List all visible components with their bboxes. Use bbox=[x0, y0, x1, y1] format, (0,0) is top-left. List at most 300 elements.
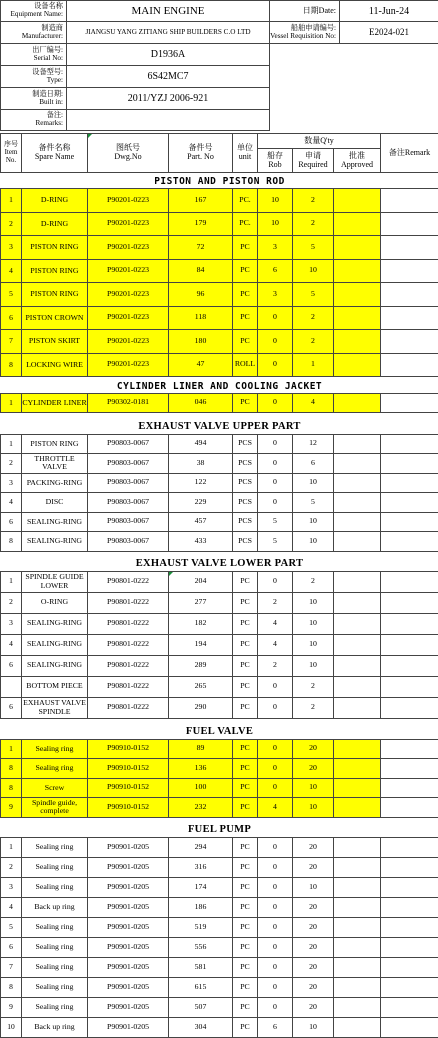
item-no: 4 bbox=[1, 897, 22, 917]
approved-qty bbox=[334, 454, 381, 474]
part-no: 38 bbox=[169, 454, 233, 474]
unit: PC bbox=[233, 877, 258, 897]
spare-name: PISTON RING bbox=[22, 434, 88, 454]
section-header bbox=[1, 817, 438, 837]
dwg-no: P90801-0222 bbox=[88, 655, 169, 676]
spare-name: Sealing ring bbox=[22, 877, 88, 897]
unit: PC bbox=[233, 676, 258, 697]
unit: PC bbox=[233, 957, 258, 977]
unit: PC bbox=[233, 236, 258, 260]
spare-name: Sealing ring bbox=[22, 739, 88, 759]
dwg-no: P90801-0222 bbox=[88, 634, 169, 655]
spare-name: Sealing ring bbox=[22, 857, 88, 877]
header-table bbox=[0, 0, 438, 131]
part-no: 457 bbox=[169, 512, 233, 532]
approved-qty bbox=[334, 837, 381, 857]
col-unit: 单位 unit bbox=[233, 134, 258, 173]
spare-name: SEALING-RING bbox=[22, 613, 88, 634]
remark bbox=[381, 306, 438, 330]
rob-qty: 0 bbox=[258, 739, 293, 759]
approved-qty bbox=[334, 676, 381, 697]
rob-qty: 3 bbox=[258, 283, 293, 307]
spare-name: SEALING-RING bbox=[22, 532, 88, 552]
remark bbox=[381, 236, 438, 260]
part-no: 89 bbox=[169, 739, 233, 759]
unit: PC. bbox=[233, 212, 258, 236]
approved-qty bbox=[334, 613, 381, 634]
required-qty: 2 bbox=[293, 571, 334, 592]
rob-qty: 0 bbox=[258, 937, 293, 957]
approved-qty bbox=[334, 778, 381, 798]
remark bbox=[381, 759, 438, 779]
unit: PC bbox=[233, 571, 258, 592]
col-spare-name: 备件名称 Spare Name bbox=[22, 134, 88, 173]
approved-qty bbox=[334, 512, 381, 532]
required-qty: 5 bbox=[293, 493, 334, 513]
rob-qty: 0 bbox=[258, 857, 293, 877]
rob-qty: 6 bbox=[258, 1017, 293, 1037]
item-no: 9 bbox=[1, 997, 22, 1017]
item-no: 7 bbox=[1, 330, 22, 354]
item-no: 3 bbox=[1, 236, 22, 260]
table-row bbox=[1, 997, 438, 1017]
item-no: 4 bbox=[1, 634, 22, 655]
required-qty: 10 bbox=[293, 634, 334, 655]
remark bbox=[381, 512, 438, 532]
spare-name: Sealing ring bbox=[22, 937, 88, 957]
table-row bbox=[1, 592, 438, 613]
table-row bbox=[1, 877, 438, 897]
part-no: 204 bbox=[169, 571, 233, 592]
part-no: 179 bbox=[169, 212, 233, 236]
required-qty: 10 bbox=[293, 473, 334, 493]
rob-qty: 10 bbox=[258, 189, 293, 213]
dwg-no: P90801-0222 bbox=[88, 592, 169, 613]
remark bbox=[381, 917, 438, 937]
remark bbox=[381, 189, 438, 213]
rob-qty: 4 bbox=[258, 798, 293, 818]
remark bbox=[381, 353, 438, 377]
dwg-no: P90901-0205 bbox=[88, 1017, 169, 1037]
remark bbox=[381, 837, 438, 857]
item-no: 8 bbox=[1, 759, 22, 779]
remark bbox=[381, 877, 438, 897]
spare-name: Screw bbox=[22, 778, 88, 798]
part-no: 100 bbox=[169, 778, 233, 798]
table-row bbox=[1, 493, 438, 513]
spare-name: PACKING-RING bbox=[22, 473, 88, 493]
table-row bbox=[1, 897, 438, 917]
remark bbox=[381, 592, 438, 613]
required-qty: 20 bbox=[293, 977, 334, 997]
item-no: 5 bbox=[1, 917, 22, 937]
rob-qty: 0 bbox=[258, 897, 293, 917]
rob-qty: 0 bbox=[258, 917, 293, 937]
unit: PC bbox=[233, 917, 258, 937]
approved-qty bbox=[334, 697, 381, 718]
spare-name: Back up ring bbox=[22, 1017, 88, 1037]
built-value: 2011/YZJ 2006-921 bbox=[67, 88, 270, 110]
vessel-requisition-value: E2024-021 bbox=[340, 22, 438, 44]
dwg-no: P90201-0223 bbox=[88, 259, 169, 283]
remark bbox=[381, 655, 438, 676]
spare-name: THROTTLE VALVE bbox=[22, 454, 88, 474]
item-no: 2 bbox=[1, 212, 22, 236]
approved-qty bbox=[334, 306, 381, 330]
unit: PCS bbox=[233, 493, 258, 513]
item-no: 2 bbox=[1, 592, 22, 613]
section-header bbox=[1, 412, 438, 434]
rob-qty: 0 bbox=[258, 330, 293, 354]
dwg-no: P90803-0067 bbox=[88, 493, 169, 513]
required-qty: 20 bbox=[293, 957, 334, 977]
approved-qty bbox=[334, 353, 381, 377]
built-label: 制造日期: Built in: bbox=[1, 88, 67, 110]
dwg-no: P90801-0222 bbox=[88, 676, 169, 697]
dwg-no: P90910-0152 bbox=[88, 798, 169, 818]
approved-qty bbox=[334, 739, 381, 759]
part-no: 556 bbox=[169, 937, 233, 957]
required-qty: 20 bbox=[293, 897, 334, 917]
rob-qty: 0 bbox=[258, 306, 293, 330]
remark bbox=[381, 937, 438, 957]
table-row bbox=[1, 353, 438, 377]
unit: PC bbox=[233, 592, 258, 613]
unit: PCS bbox=[233, 473, 258, 493]
approved-qty bbox=[334, 330, 381, 354]
table-row bbox=[1, 1017, 438, 1037]
remarks-label: 备注: Remarks: bbox=[1, 110, 67, 131]
spare-name: PISTON CROWN bbox=[22, 306, 88, 330]
rob-qty: 0 bbox=[258, 676, 293, 697]
dwg-no: P90901-0205 bbox=[88, 957, 169, 977]
remark bbox=[381, 493, 438, 513]
item-no: 5 bbox=[1, 283, 22, 307]
table-row bbox=[1, 977, 438, 997]
part-no: 182 bbox=[169, 613, 233, 634]
spare-name: D-RING bbox=[22, 212, 88, 236]
dwg-no: P90201-0223 bbox=[88, 189, 169, 213]
part-no: 118 bbox=[169, 306, 233, 330]
table-row bbox=[1, 957, 438, 977]
spare-name: PISTON SKIRT bbox=[22, 330, 88, 354]
required-qty: 10 bbox=[293, 613, 334, 634]
unit: PC bbox=[233, 283, 258, 307]
spare-name: Back up ring bbox=[22, 897, 88, 917]
item-no: 3 bbox=[1, 473, 22, 493]
section-title: PISTON AND PISTON ROD bbox=[1, 173, 438, 189]
unit: PC bbox=[233, 857, 258, 877]
table-row bbox=[1, 454, 438, 474]
rob-qty: 0 bbox=[258, 454, 293, 474]
rob-qty: 0 bbox=[258, 877, 293, 897]
rob-qty: 4 bbox=[258, 634, 293, 655]
item-no: 6 bbox=[1, 655, 22, 676]
required-qty: 20 bbox=[293, 837, 334, 857]
required-qty: 20 bbox=[293, 857, 334, 877]
approved-qty bbox=[334, 236, 381, 260]
approved-qty bbox=[334, 897, 381, 917]
part-no: 136 bbox=[169, 759, 233, 779]
date-value: 11-Jun-24 bbox=[340, 1, 438, 22]
required-qty: 20 bbox=[293, 997, 334, 1017]
spare-name: PISTON RING bbox=[22, 236, 88, 260]
remark bbox=[381, 1017, 438, 1037]
spare-name: SEALING-RING bbox=[22, 634, 88, 655]
section-title: FUEL VALVE bbox=[1, 718, 438, 739]
part-no: 47 bbox=[169, 353, 233, 377]
item-no: 8 bbox=[1, 778, 22, 798]
manufacturer-value: JIANGSU YANG ZITIANG SHIP BUILDERS C.O LTD bbox=[67, 22, 270, 44]
dwg-no: P90901-0205 bbox=[88, 897, 169, 917]
spare-name: Spindle guide, complete bbox=[22, 798, 88, 818]
table-row bbox=[1, 798, 438, 818]
approved-qty bbox=[334, 997, 381, 1017]
part-no: 316 bbox=[169, 857, 233, 877]
required-qty: 10 bbox=[293, 1017, 334, 1037]
approved-qty bbox=[334, 937, 381, 957]
table-row bbox=[1, 613, 438, 634]
item-no: 4 bbox=[1, 259, 22, 283]
col-qty: 数量Q'ty bbox=[258, 134, 381, 149]
unit: PC bbox=[233, 759, 258, 779]
part-no: 615 bbox=[169, 977, 233, 997]
remark bbox=[381, 212, 438, 236]
rob-qty: 3 bbox=[258, 236, 293, 260]
required-qty: 10 bbox=[293, 877, 334, 897]
rob-qty: 0 bbox=[258, 473, 293, 493]
part-no: 229 bbox=[169, 493, 233, 513]
remark bbox=[381, 613, 438, 634]
remark bbox=[381, 394, 438, 413]
section-title: CYLINDER LINER AND COOLING JACKET bbox=[1, 377, 438, 394]
required-qty: 10 bbox=[293, 778, 334, 798]
rob-qty: 0 bbox=[258, 778, 293, 798]
dwg-no: P90901-0205 bbox=[88, 837, 169, 857]
part-no: 289 bbox=[169, 655, 233, 676]
dwg-no: P90901-0205 bbox=[88, 997, 169, 1017]
table-row bbox=[1, 212, 438, 236]
unit: PC bbox=[233, 259, 258, 283]
item-no: 9 bbox=[1, 798, 22, 818]
spare-name: DISC bbox=[22, 493, 88, 513]
part-no: 581 bbox=[169, 957, 233, 977]
spare-name: PISTON RING bbox=[22, 283, 88, 307]
part-no: 186 bbox=[169, 897, 233, 917]
table-row bbox=[1, 259, 438, 283]
rob-qty: 4 bbox=[258, 613, 293, 634]
equipment-name-value: MAIN ENGINE bbox=[67, 1, 270, 22]
remark bbox=[381, 283, 438, 307]
approved-qty bbox=[334, 283, 381, 307]
item-no: 8 bbox=[1, 353, 22, 377]
dwg-no: P90201-0223 bbox=[88, 306, 169, 330]
spare-name: D-RING bbox=[22, 189, 88, 213]
required-qty: 2 bbox=[293, 306, 334, 330]
required-qty: 12 bbox=[293, 434, 334, 454]
dwg-no: P90201-0223 bbox=[88, 212, 169, 236]
table-row bbox=[1, 857, 438, 877]
vessel-requisition-label: 船舶申请编号: Vessel Requisition No: bbox=[270, 22, 340, 44]
required-qty: 5 bbox=[293, 236, 334, 260]
part-no: 96 bbox=[169, 283, 233, 307]
item-no: 6 bbox=[1, 512, 22, 532]
unit: PC bbox=[233, 655, 258, 676]
col-remark: 备注Remark bbox=[381, 134, 438, 173]
table-row bbox=[1, 837, 438, 857]
remark bbox=[381, 897, 438, 917]
rob-qty: 0 bbox=[258, 493, 293, 513]
date-label: 日期Date: bbox=[270, 1, 340, 22]
remark bbox=[381, 739, 438, 759]
rob-qty: 2 bbox=[258, 592, 293, 613]
dwg-no: P90901-0205 bbox=[88, 937, 169, 957]
type-value: 6S42MC7 bbox=[67, 66, 270, 88]
approved-qty bbox=[334, 977, 381, 997]
spare-name: PISTON RING bbox=[22, 259, 88, 283]
spare-name: Sealing ring bbox=[22, 837, 88, 857]
approved-qty bbox=[334, 655, 381, 676]
spare-name: Sealing ring bbox=[22, 997, 88, 1017]
dwg-no: P90803-0067 bbox=[88, 473, 169, 493]
serial-label: 出厂编号: Serial No: bbox=[1, 44, 67, 66]
dwg-no: P90803-0067 bbox=[88, 434, 169, 454]
approved-qty bbox=[334, 857, 381, 877]
rob-qty: 0 bbox=[258, 571, 293, 592]
rob-qty: 0 bbox=[258, 759, 293, 779]
item-no: 10 bbox=[1, 1017, 22, 1037]
required-qty: 10 bbox=[293, 259, 334, 283]
dwg-no: P90801-0222 bbox=[88, 571, 169, 592]
remark bbox=[381, 259, 438, 283]
part-no: 304 bbox=[169, 1017, 233, 1037]
unit: PCS bbox=[233, 454, 258, 474]
table-row bbox=[1, 306, 438, 330]
item-no: 6 bbox=[1, 697, 22, 718]
spare-name: SEALING-RING bbox=[22, 512, 88, 532]
item-no: 6 bbox=[1, 937, 22, 957]
table-row bbox=[1, 655, 438, 676]
required-qty: 20 bbox=[293, 739, 334, 759]
section-title: FUEL PUMP bbox=[1, 817, 438, 837]
required-qty: 2 bbox=[293, 189, 334, 213]
unit: PC. bbox=[233, 189, 258, 213]
col-approved: 批准 Approved bbox=[334, 149, 381, 173]
approved-qty bbox=[334, 571, 381, 592]
required-qty: 10 bbox=[293, 655, 334, 676]
dwg-no: P90910-0152 bbox=[88, 778, 169, 798]
approved-qty bbox=[334, 212, 381, 236]
table-row bbox=[1, 283, 438, 307]
rob-qty: 6 bbox=[258, 259, 293, 283]
unit: PC bbox=[233, 977, 258, 997]
unit: PCS bbox=[233, 532, 258, 552]
part-no: 72 bbox=[169, 236, 233, 260]
spare-name: CYLINDER LINER bbox=[22, 394, 88, 413]
required-qty: 20 bbox=[293, 937, 334, 957]
part-no: 046 bbox=[169, 394, 233, 413]
item-no: 3 bbox=[1, 613, 22, 634]
table-row bbox=[1, 634, 438, 655]
spare-name: BOTTOM PIECE bbox=[22, 676, 88, 697]
col-item-no: 序号 Item No. bbox=[1, 134, 22, 173]
unit: PC bbox=[233, 634, 258, 655]
table-row bbox=[1, 473, 438, 493]
part-no: 265 bbox=[169, 676, 233, 697]
remark bbox=[381, 798, 438, 818]
rob-qty: 0 bbox=[258, 353, 293, 377]
required-qty: 10 bbox=[293, 532, 334, 552]
required-qty: 2 bbox=[293, 697, 334, 718]
rob-qty: 0 bbox=[258, 977, 293, 997]
required-qty: 10 bbox=[293, 798, 334, 818]
table-row bbox=[1, 759, 438, 779]
section-header bbox=[1, 718, 438, 739]
section-title: EXHAUST VALVE LOWER PART bbox=[1, 551, 438, 571]
table-row bbox=[1, 394, 438, 413]
required-qty: 5 bbox=[293, 283, 334, 307]
spare-name: Sealing ring bbox=[22, 917, 88, 937]
section-header bbox=[1, 551, 438, 571]
item-no: 1 bbox=[1, 434, 22, 454]
required-qty: 2 bbox=[293, 212, 334, 236]
unit: PC bbox=[233, 997, 258, 1017]
col-rob: 船存 Rob bbox=[258, 149, 293, 173]
item-no bbox=[1, 676, 22, 697]
item-no: 1 bbox=[1, 189, 22, 213]
table-row bbox=[1, 571, 438, 592]
dwg-no: P90201-0223 bbox=[88, 236, 169, 260]
item-no: 6 bbox=[1, 306, 22, 330]
part-no: 194 bbox=[169, 634, 233, 655]
unit: PC bbox=[233, 1017, 258, 1037]
part-no: 232 bbox=[169, 798, 233, 818]
item-no: 7 bbox=[1, 957, 22, 977]
dwg-no: P90910-0152 bbox=[88, 739, 169, 759]
required-qty: 20 bbox=[293, 759, 334, 779]
table-row bbox=[1, 937, 438, 957]
table-row bbox=[1, 330, 438, 354]
rob-qty: 5 bbox=[258, 532, 293, 552]
spare-name: EXHAUST VALVE SPINDLE bbox=[22, 697, 88, 718]
dwg-no: P90801-0222 bbox=[88, 697, 169, 718]
table-row bbox=[1, 434, 438, 454]
remark bbox=[381, 778, 438, 798]
rob-qty: 5 bbox=[258, 512, 293, 532]
unit: PC bbox=[233, 778, 258, 798]
approved-qty bbox=[334, 759, 381, 779]
rob-qty: 0 bbox=[258, 997, 293, 1017]
remarks-value bbox=[67, 110, 270, 131]
spare-name: LOCKING WIRE bbox=[22, 353, 88, 377]
approved-qty bbox=[334, 189, 381, 213]
approved-qty bbox=[334, 532, 381, 552]
dwg-no: P90201-0223 bbox=[88, 330, 169, 354]
approved-qty bbox=[334, 434, 381, 454]
part-no: 494 bbox=[169, 434, 233, 454]
spare-name: Sealing ring bbox=[22, 957, 88, 977]
remark bbox=[381, 434, 438, 454]
item-no: 1 bbox=[1, 739, 22, 759]
rob-qty: 10 bbox=[258, 212, 293, 236]
item-no: 2 bbox=[1, 454, 22, 474]
part-no: 277 bbox=[169, 592, 233, 613]
approved-qty bbox=[334, 634, 381, 655]
required-qty: 10 bbox=[293, 592, 334, 613]
item-no: 4 bbox=[1, 493, 22, 513]
serial-value: D1936A bbox=[67, 44, 270, 66]
remark bbox=[381, 997, 438, 1017]
